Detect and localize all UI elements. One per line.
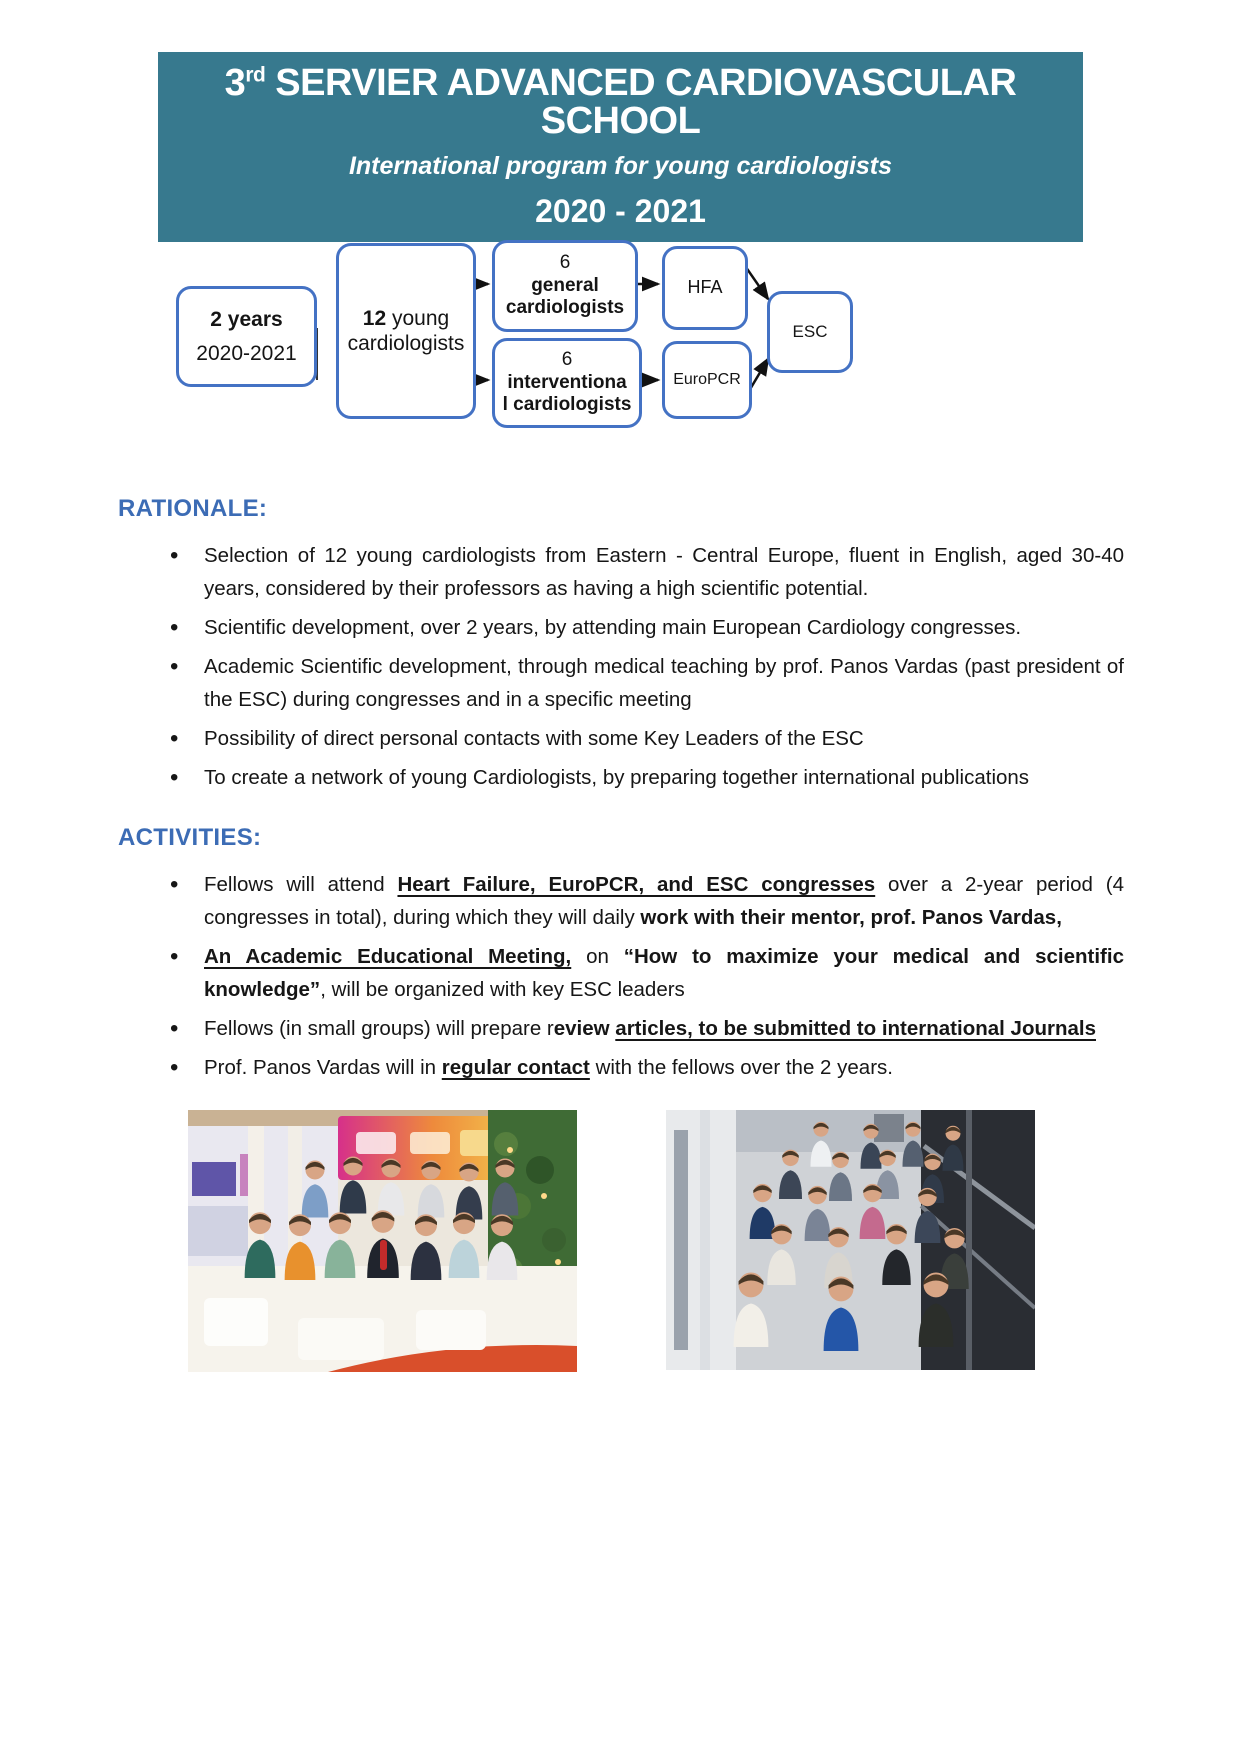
page-subtitle: International program for young cardiologists	[348, 152, 893, 180]
document-body	[118, 495, 1124, 1372]
interventional-line1: interventiona	[507, 371, 627, 393]
list-item: • Fellows will attend Heart Failure, EuroPCR, and ESC congresses over a 2-year period (4 congresses in total), during which they will daily work with their mentor, prof. Panos Vardas,	[118, 868, 1124, 934]
general-line1: general	[531, 274, 599, 296]
fellows-line1: 12 young	[362, 306, 450, 330]
program-years: 2020 - 2021	[535, 193, 706, 229]
duration-years: 2020-2021	[196, 341, 297, 365]
list-item: • Possibility of direct personal contacts with some Key Leaders of the ESC	[118, 722, 1124, 755]
esc-label: ESC	[792, 321, 828, 341]
list-item: • An Academic Educational Meeting, on “How to maximize your medical and scientific knowledge”, will be organized with key ESC leaders	[118, 940, 1124, 1006]
activities-list	[118, 868, 1124, 1084]
flowchart-box-general-cardiologists	[492, 240, 638, 332]
list-item: • Scientific development, over 2 years, by attending main European Cardiology congresses.	[118, 611, 1124, 644]
fellows-line2: cardiologists	[347, 332, 465, 355]
flowchart-box-europcr	[662, 341, 752, 419]
interventional-line2: l cardiologists	[502, 394, 632, 416]
title-ordinal: rd	[245, 63, 266, 87]
flowchart-box-esc	[767, 291, 853, 373]
hfa-label: HFA	[687, 277, 723, 298]
list-item: • To create a network of young Cardiologists, by preparing together international publications	[118, 761, 1124, 794]
interventional-count: 6	[561, 348, 573, 370]
general-line2: cardiologists	[505, 297, 625, 319]
rationale-list	[118, 539, 1124, 794]
group-photo-staircase	[666, 1110, 1035, 1370]
group-photo-conference-booth	[188, 1110, 577, 1372]
europcr-label: EuroPCR	[673, 371, 741, 389]
general-count: 6	[559, 251, 571, 273]
photo-row	[188, 1110, 1124, 1372]
list-item: • Fellows (in small groups) will prepare review articles, to be submitted to international Journals	[118, 1012, 1124, 1045]
flowchart-box-hfa	[662, 246, 748, 330]
duration-label: 2 years	[210, 308, 283, 332]
title-banner	[158, 52, 1083, 242]
section-heading-rationale: RATIONALE:	[118, 495, 268, 522]
list-item: • Selection of 12 young cardiologists from Eastern - Central Europe, fluent in English, aged 30-40 years, considered by their professors as having a high scientific potential.	[118, 539, 1124, 605]
flowchart-box-duration	[176, 286, 317, 387]
flowchart-box-interventional-cardiologists	[492, 338, 642, 428]
section-heading-activities: ACTIVITIES:	[118, 824, 262, 851]
list-item: • Prof. Panos Vardas will in regular contact with the fellows over the 2 years.	[118, 1051, 1124, 1084]
flowchart-box-fellows	[336, 243, 476, 419]
page-title: 3rd SERVIER ADVANCED CARDIOVASCULAR SCHOOL	[224, 62, 1017, 142]
list-item: • Academic Scientific development, through medical teaching by prof. Panos Vardas (past president of the ESC) during congresses and in a specific meeting	[118, 650, 1124, 716]
